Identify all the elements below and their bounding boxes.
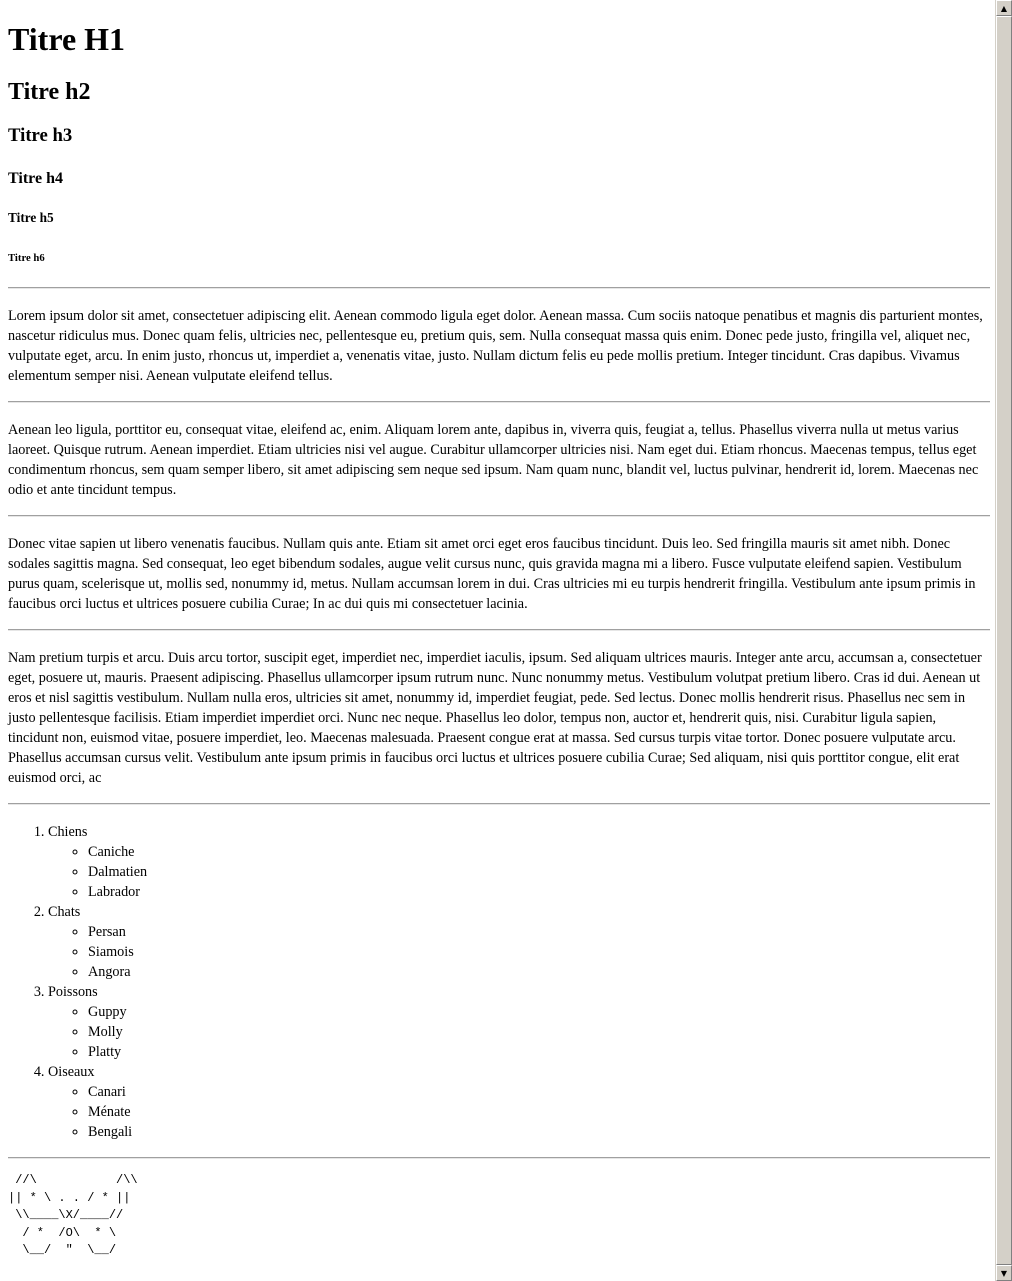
- list-item: [48, 902, 147, 982]
- sub-list: [48, 1002, 147, 1062]
- divider: [8, 629, 990, 631]
- sub-list-item: ◦ Siamois: [88, 942, 147, 962]
- divider: [8, 1157, 990, 1159]
- divider: [8, 803, 990, 805]
- heading-h3: Titre h3: [8, 125, 73, 146]
- heading-h5: Titre h5: [8, 210, 54, 225]
- list-item: [48, 822, 147, 902]
- divider: [8, 401, 990, 403]
- arrow-up-icon[interactable]: ▲: [996, 0, 1012, 16]
- sub-list: [48, 842, 147, 902]
- sub-list-item: ◦ Dalmatien: [88, 862, 147, 882]
- heading-h6: Titre h6: [8, 252, 45, 264]
- vertical-scrollbar[interactable]: [995, 0, 1012, 1281]
- paragraph-4: Nam pretium turpis et arcu. Duis arcu tortor, suscipit eget, imperdiet nec, imperdiet iaculis, ipsum. Sed aliquam ultrices mauris. Integer ante arcu, accumsan a, consectetuer eget, posuere ut, mauris. Praesent adipiscing. Phasellus ullamcorper ipsum rutrum nunc. Nunc nonummy metus. Vestibulum volutpat pretium libero. Cras id dui. Aenean ut eros et nisl sagittis vestibulum. Nullam nulla eros, ultricies sit amet, nonummy id, imperdiet feugiat, pede. Sed lectus. Donec mollis hendrerit risus. Phasellus nec sem in justo pellentesque facilisis. Etiam imperdiet imperdiet orci. Nunc nec neque. Phasellus leo dolor, tempus non, auctor et, hendrerit quis, nisi. Curabitur ligula sapien, tincidunt non, euismod vitae, posuere imperdiet, leo. Maecenas malesuada. Praesent congue erat at massa. Sed cursus turpis vitae tortor. Donec posuere vulputate arcu. Phasellus accumsan cursus velit. Vestibulum ante ipsum primis in faucibus orci luctus et ultrices posuere cubilia Curae; Sed aliquam, nisi quis porttitor congue, elit erat euismod orci, ac: [8, 650, 982, 786]
- heading-h4: Titre h4: [8, 170, 63, 187]
- animal-list: [8, 822, 147, 1142]
- list-item-label: Poissons: [48, 984, 98, 1000]
- divider: [8, 287, 990, 289]
- list-item-label: Oiseaux: [48, 1064, 95, 1080]
- sub-list-item: ◦ Platty: [88, 1042, 147, 1062]
- divider: [8, 515, 990, 517]
- sub-list: [48, 922, 147, 982]
- sub-list: [48, 1082, 147, 1142]
- sub-list-item: ◦ Persan: [88, 922, 147, 942]
- sub-list-item: ◦ Guppy: [88, 1002, 147, 1022]
- list-item: [48, 1062, 147, 1142]
- list-item-label: Chiens: [48, 824, 88, 840]
- list-item-label: Chats: [48, 904, 81, 920]
- arrow-down-icon[interactable]: ▼: [996, 1265, 1012, 1281]
- sub-list-item: ◦ Molly: [88, 1022, 147, 1042]
- heading-h1: Titre H1: [8, 21, 126, 57]
- sub-list-item: ◦ Caniche: [88, 842, 147, 862]
- heading-h2: Titre h2: [8, 79, 91, 105]
- list-item: [48, 982, 147, 1062]
- sub-list-item: ◦ Canari: [88, 1082, 147, 1102]
- scrollbar-thumb[interactable]: [996, 16, 1012, 1265]
- sub-list-item: ◦ Angora: [88, 962, 147, 982]
- paragraph-2: Aenean leo ligula, porttitor eu, consequat vitae, eleifend ac, enim. Aliquam lorem ante, dapibus in, viverra quis, feugiat a, tellus. Phasellus viverra nulla ut metus varius laoreet. Quisque rutrum. Aenean imperdiet. Etiam ultricies nisi vel augue. Curabitur ullamcorper ultricies nisi. Nam eget dui. Etiam rhoncus. Maecenas tempus, tellus eget condimentum rhoncus, sem quam semper libero, sit amet adipiscing sem neque sed ipsum. Nam quam nunc, blandit vel, luctus pulvinar, hendrerit id, lorem. Maecenas nec odio et ante tincidunt tempus.: [8, 422, 979, 498]
- sub-list-item: ◦ Labrador: [88, 882, 147, 902]
- sub-list-item: ◦ Ménate: [88, 1102, 147, 1122]
- sub-list-item: ◦ Bengali: [88, 1122, 147, 1142]
- ascii-art: //\ /\\ || * \ . . / * || \\____\X/____// / * /O\ * \ \__/ " \__/: [8, 1173, 138, 1257]
- paragraph-3: Donec vitae sapien ut libero venenatis faucibus. Nullam quis ante. Etiam sit amet orci eget eros faucibus tincidunt. Duis leo. Sed fringilla mauris sit amet nibh. Donec sodales sagittis magna. Sed consequat, leo eget bibendum sodales, augue velit cursus nunc, quis gravida magna mi a libero. Fusce vulputate eleifend sapien. Vestibulum purus quam, scelerisque ut, mollis sed, nonummy id, metus. Nullam accumsan lorem in dui. Cras ultricies mi eu turpis hendrerit fringilla. Vestibulum ante ipsum primis in faucibus orci luctus et ultrices posuere cubilia Curae; In ac dui quis mi consectetuer lacinia.: [8, 536, 976, 612]
- paragraph-1: Lorem ipsum dolor sit amet, consectetuer adipiscing elit. Aenean commodo ligula eget dolor. Aenean massa. Cum sociis natoque penatibus et magnis dis parturient montes, nascetur ridiculus mus. Donec quam felis, ultricies nec, pellentesque eu, pretium quis, sem. Nulla consequat massa quis enim. Donec pede justo, fringilla vel, aliquet nec, vulputate eget, arcu. In enim justo, rhoncus ut, imperdiet a, venenatis vitae, justo. Nullam dictum felis eu pede mollis pretium. Integer tincidunt. Cras dapibus. Vivamus elementum semper nisi. Aenean vulputate eleifend tellus.: [8, 308, 983, 384]
